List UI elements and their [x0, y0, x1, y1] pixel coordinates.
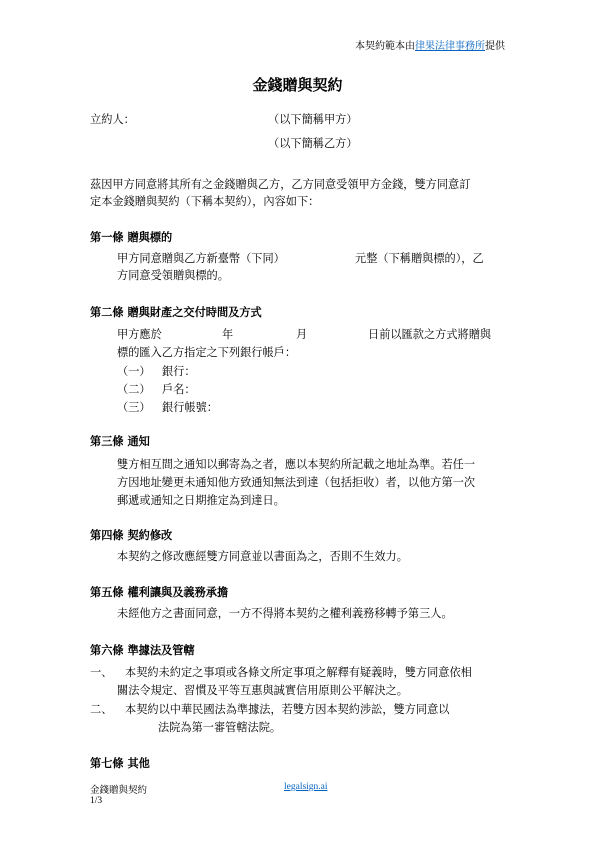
article-6-item-2-num: 二、 [90, 703, 113, 716]
article-2-item-1-num: （一） [117, 365, 151, 378]
article-5-heading: 第五條 權利讓與及義務承擔 [90, 586, 229, 599]
preamble-line-1: 茲因甲方同意將其所有之金錢贈與乙方，乙方同意受領甲方金錢，雙方同意訂 [90, 178, 471, 191]
footer-legalsign-link[interactable]: legalsign.ai [284, 782, 328, 792]
article-1-line-1b: 元整（下稱贈與標的），乙 [355, 252, 484, 265]
article-6-item-1-num: 一、 [90, 666, 113, 679]
document-title: 金錢贈與契約 [252, 76, 343, 94]
header-suffix: 提供 [485, 41, 505, 52]
footer-page-number: 1/3 [90, 796, 103, 806]
article-2-item-1-text: 銀行： [162, 365, 196, 378]
article-3-line-2: 方因地址變更未通知他方致通知無法到達（包括拒收）者，以他方第一次 [117, 476, 476, 489]
article-2-item-3-num: （三） [117, 401, 151, 414]
article-6-item-1-line-2: 關法令規定、習慣及平等互惠與誠實信用原則公平解決之。 [117, 684, 408, 697]
article-1-heading: 第一條 贈與標的 [90, 231, 173, 244]
article-2-line-1c: 月 [296, 328, 308, 341]
preamble-line-2: 定本金錢贈與契約（下稱本契約），內容如下： [90, 195, 320, 208]
header-prefix: 本契約範本由 [355, 41, 415, 52]
article-6-item-2-line-1: 本契約以中華民國法為準據法，若雙方因本契約涉訟，雙方同意以 [125, 703, 450, 716]
article-3-heading: 第三條 通知 [90, 435, 150, 448]
page-header [355, 37, 505, 52]
article-2-line-2: 標的匯入乙方指定之下列銀行帳戶： [117, 346, 297, 359]
article-2-line-1d: 日前以匯款之方式將贈與 [368, 328, 492, 341]
article-4-heading: 第四條 契約修改 [90, 529, 173, 542]
article-2-heading: 第二條 贈與財產之交付時間及方式 [90, 306, 262, 319]
footer-document-name: 金錢贈與契約 [90, 785, 148, 796]
article-3-line-1: 雙方相互間之通知以郵寄為之者，應以本契約所記載之地址為準。若任一 [117, 458, 476, 471]
article-6-heading: 第六條 準據法及管轄 [90, 644, 195, 657]
article-5-line: 未經他方之書面同意，一方不得將本契約之權利義務移轉予第三人。 [117, 607, 453, 620]
article-2-line-1a: 甲方應於 [117, 328, 162, 341]
article-4-line: 本契約之修改應經雙方同意並以書面為之，否則不生效力。 [117, 550, 408, 563]
article-2-line-1b: 年 [222, 328, 234, 341]
article-1-line-2: 方同意受領贈與標的。 [117, 269, 229, 282]
article-3-line-3: 郵遞或通知之日期推定為到達日。 [117, 494, 285, 507]
article-1-line-1a: 甲方同意贈與乙方新臺幣（下同） [117, 252, 285, 265]
party-a-text: （以下簡稱甲方） [268, 113, 358, 126]
parties-label: 立約人： [90, 113, 135, 126]
article-6-item-1-line-1: 本契約未約定之事項或各條文所定事項之解釋有疑義時，雙方同意依相 [125, 666, 472, 679]
party-b-text: （以下簡稱乙方） [268, 137, 358, 150]
article-2-item-2-text: 戶名： [162, 383, 196, 396]
article-6-item-2-line-2: 法院為第一審管轄法院。 [158, 721, 282, 734]
article-2-item-2-num: （二） [117, 383, 151, 396]
header-firm-link[interactable]: 律果法律事務所 [415, 41, 485, 52]
article-7-heading: 第七條 其他 [90, 757, 150, 770]
article-2-item-3-text: 銀行帳號： [162, 401, 218, 414]
